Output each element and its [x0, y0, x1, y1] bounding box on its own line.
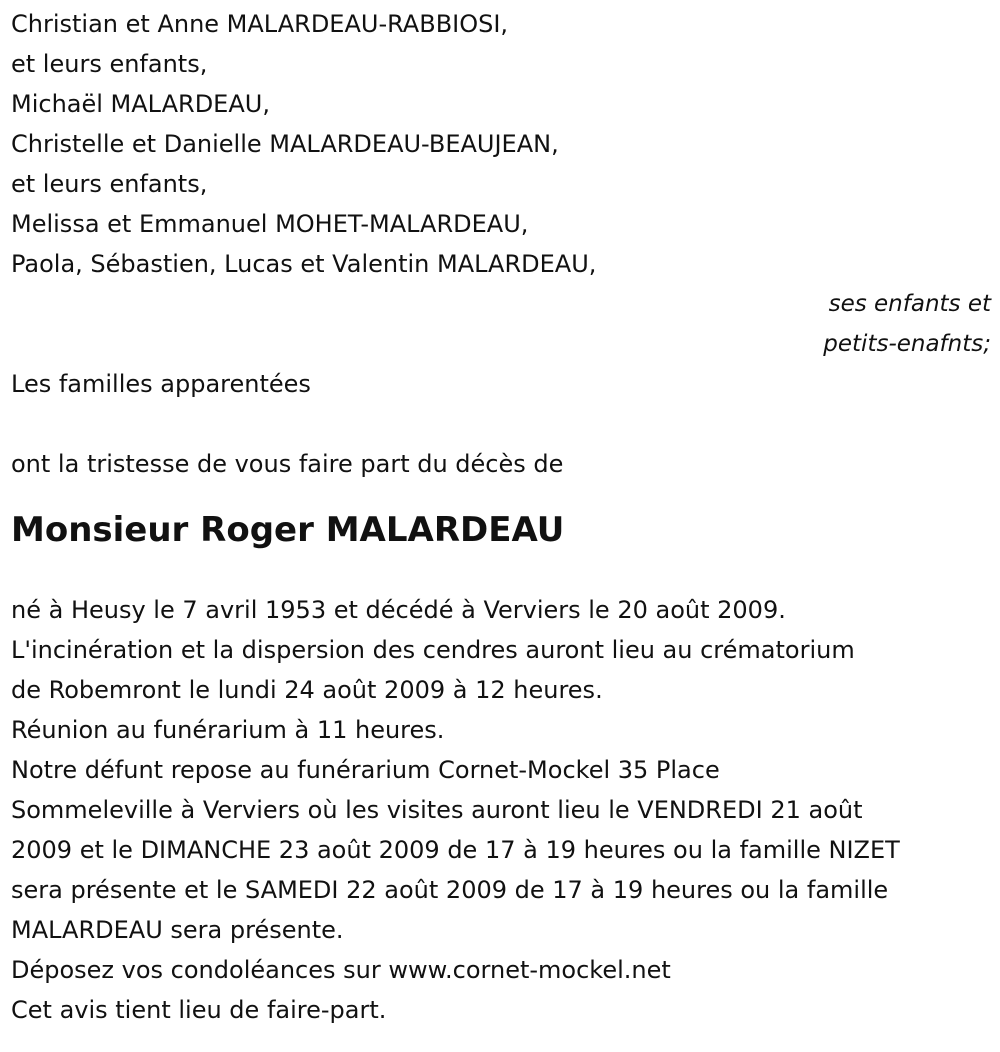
detail-line: sera présente et le SAMEDI 22 août 2009 de 17 à 19 heures ou la famille — [11, 876, 889, 904]
relation-line: petits-enafnts; — [823, 331, 991, 357]
family-line: Christian et Anne MALARDEAU-RABBIOSI, — [11, 10, 509, 38]
detail-line: Sommeleville à Verviers où les visites auront lieu le VENDREDI 21 août — [11, 796, 863, 824]
family-line: et leurs enfants, — [11, 170, 208, 198]
detail-line: Réunion au funérarium à 11 heures. — [11, 716, 445, 744]
family-line: Melissa et Emmanuel MOHET-MALARDEAU, — [11, 210, 529, 238]
relatives-line: Les familles apparentées — [11, 370, 311, 398]
relation-note — [11, 284, 991, 364]
obituary-notice — [11, 4, 991, 1030]
family-line: Michaël MALARDEAU, — [11, 90, 270, 118]
detail-line: Déposez vos condoléances sur www.cornet-mockel.net — [11, 956, 671, 984]
family-line: et leurs enfants, — [11, 50, 208, 78]
detail-line: de Robemront le lundi 24 août 2009 à 12 heures. — [11, 676, 603, 704]
detail-line: 2009 et le DIMANCHE 23 août 2009 de 17 à 19 heures ou la famille NIZET — [11, 836, 900, 864]
spacer — [11, 404, 991, 444]
detail-line: L'incinération et la dispersion des cendres auront lieu au crématorium — [11, 636, 855, 664]
detail-line: Notre défunt repose au funérarium Cornet-Mockel 35 Place — [11, 756, 720, 784]
detail-line: Cet avis tient lieu de faire-part. — [11, 996, 387, 1024]
deceased-name: Monsieur Roger MALARDEAU — [11, 510, 565, 550]
announcement-intro: ont la tristesse de vous faire part du décès de — [11, 450, 564, 478]
family-line: Christelle et Danielle MALARDEAU-BEAUJEAN, — [11, 130, 559, 158]
family-signatories — [11, 4, 991, 284]
funeral-details — [11, 590, 991, 1030]
detail-line: né à Heusy le 7 avril 1953 et décédé à Verviers le 20 août 2009. — [11, 596, 786, 624]
family-line: Paola, Sébastien, Lucas et Valentin MALARDEAU, — [11, 250, 597, 278]
detail-line: MALARDEAU sera présente. — [11, 916, 344, 944]
relation-line: ses enfants et — [828, 291, 991, 317]
